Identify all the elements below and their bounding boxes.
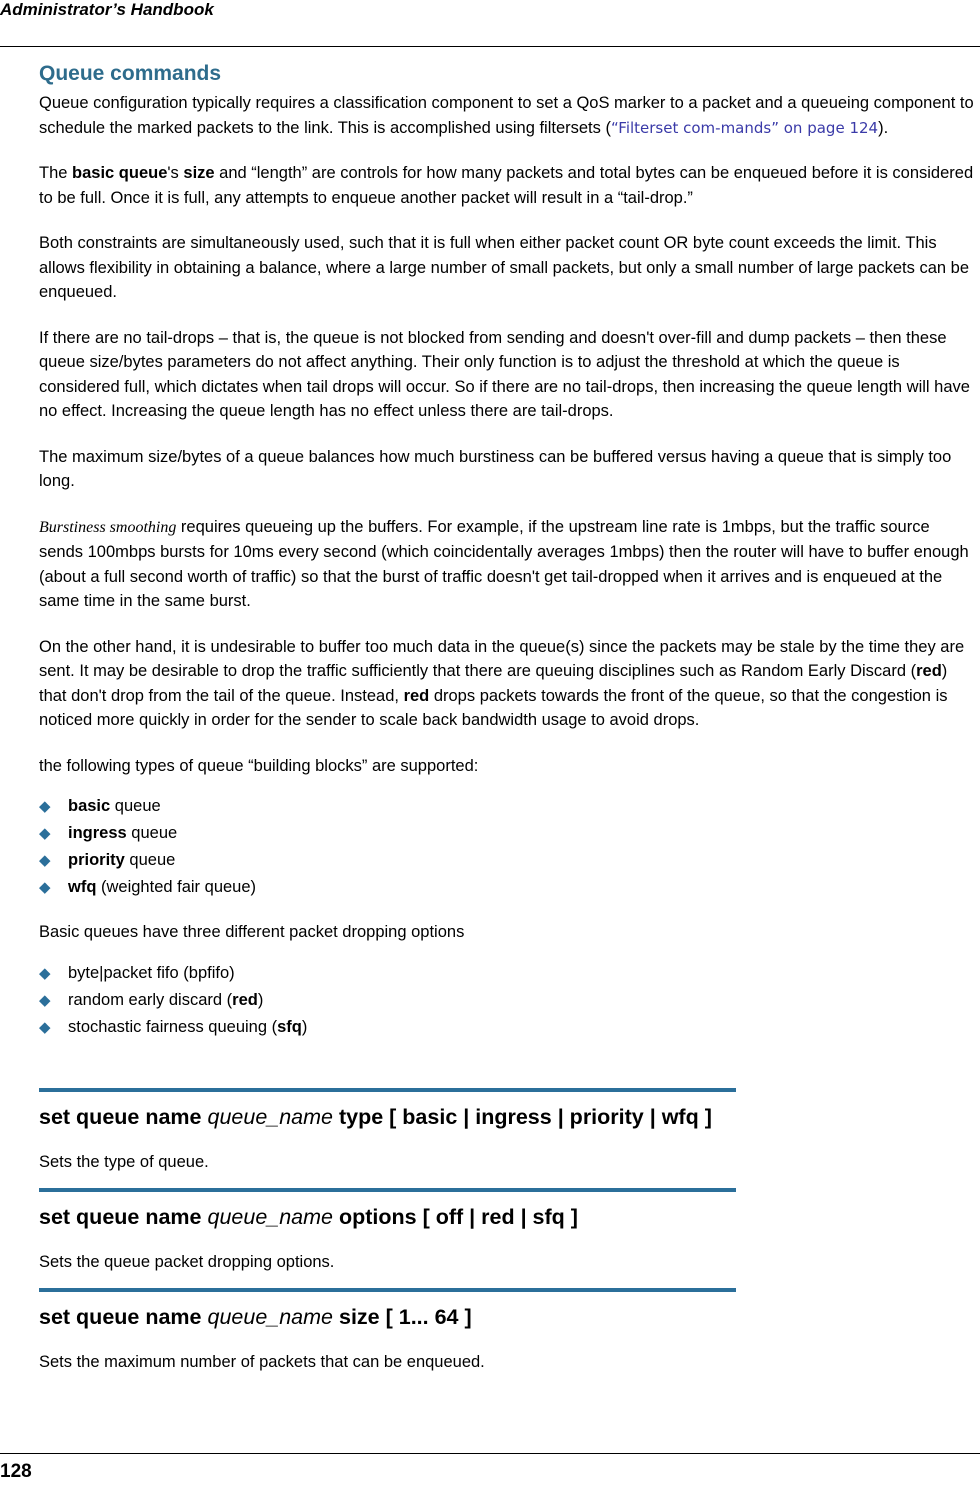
list-item: ◆ wfq (weighted fair queue) <box>39 874 975 901</box>
list-item: ◆ ingress queue <box>39 820 975 847</box>
section-title: Queue commands <box>39 62 222 85</box>
command-description: Sets the maximum number of packets that can be enqueued. <box>39 1352 485 1371</box>
running-header-title: Administrator’s Handbook <box>0 0 214 19</box>
diamond-bullet-icon: ◆ <box>39 798 51 815</box>
list-item: ◆ basic queue <box>39 793 975 820</box>
diamond-bullet-icon: ◆ <box>39 991 51 1009</box>
command-options <box>39 1188 736 1274</box>
diamond-bullet-icon: ◆ <box>39 1018 51 1036</box>
filterset-commands-link[interactable]: “Filterset com-mands” on page 124 <box>610 118 879 137</box>
footer-rule <box>0 1453 980 1454</box>
page-number: 128 <box>0 1461 32 1482</box>
diamond-bullet-icon: ◆ <box>39 852 51 869</box>
paragraph-max-size: The maximum size/bytes of a queue balances how much burstiness can be buffered versus having a queue that is simply too long. <box>39 447 952 490</box>
paragraph-constraints: Both constraints are simultaneously used, such that it is full when either packet count OR byte count exceeds the limit. This allows flexibility in obtaining a balance, where a large number of small packets, but only a small number of large packets can be enqueued. <box>39 234 969 301</box>
paragraph-dropping-options: Basic queues have three different packet dropping options <box>39 923 465 941</box>
page-content <box>39 62 975 1374</box>
command-rule <box>39 1088 736 1092</box>
paragraph-basic-queue-size: The basic queue's size and “length” are controls for how many packets and total bytes can be enqueued before it is considered to be full. Once it is full, any attempts to enqueue another packet will result in a “tail-drop.” <box>39 164 974 207</box>
diamond-bullet-icon: ◆ <box>39 964 51 982</box>
paragraph-red: On the other hand, it is undesirable to buffer too much data in the queue(s) since the packets may be stale by the time they are sent. It may be desirable to drop the traffic sufficiently that there are queuing disciplines such as Random Early Discard (red) that don't drop from the tail of the queue. Instead, red drops packets towards the front of the queue, so that the congestion is noticed more quickly in order for the sender to scale back bandwidth usage to avoid drops. <box>39 637 965 729</box>
list-item: ◆ random early discard (red) <box>39 987 975 1014</box>
building-blocks-list <box>39 793 975 901</box>
list-item: ◆ stochastic fairness queuing (sfq) <box>39 1014 975 1041</box>
dropping-options-list <box>39 960 975 1041</box>
command-syntax: set queue name queue_name options [ off | red | sfq ] <box>39 1204 578 1229</box>
command-description: Sets the queue packet dropping options. <box>39 1252 335 1271</box>
command-type <box>39 1088 736 1174</box>
command-description: Sets the type of queue. <box>39 1152 209 1171</box>
list-item: ◆ priority queue <box>39 847 975 874</box>
paragraph-burstiness: Burstiness smoothing requires queueing up the buffers. For example, if the upstream line rate is 1mbps, but the traffic source sends 100mbps bursts for 10ms every second (which coincidentally averages 1mbps) then the router will have to buffer enough (about a full second worth of traffic) so that the burst of traffic doesn't get tail-dropped when it arrives and is enqueued at the same time in the same burst. <box>39 517 969 610</box>
paragraph-intro: Queue configuration typically requires a classification component to set a QoS marker to a packet and a queueing component to schedule the marked packets to the link. This is accomplished using filtersets (“Filterset com-mands” on page 124). <box>39 94 974 137</box>
paragraph-tail-drops: If there are no tail-drops – that is, the queue is not blocked from sending and doesn't over-fill and dump packets – then these queue size/bytes parameters do not affect anything. Their only function is to adjust the threshold at which the queue is considered full, which dictates when tail drops will occur. So if there are no tail-drops, then increasing the queue length will have no effect. Increasing the queue length has no effect unless there are tail-drops. <box>39 328 970 420</box>
command-syntax: set queue name queue_name type [ basic | ingress | priority | wfq ] <box>39 1104 712 1129</box>
diamond-bullet-icon: ◆ <box>39 825 51 842</box>
command-rule <box>39 1288 736 1292</box>
paragraph-building-blocks-intro: the following types of queue “building blocks” are supported: <box>39 756 479 775</box>
command-rule <box>39 1188 736 1192</box>
command-size <box>39 1288 736 1374</box>
header-rule <box>0 46 980 47</box>
list-item: ◆ byte|packet fifo (bpfifo) <box>39 960 975 987</box>
diamond-bullet-icon: ◆ <box>39 879 51 896</box>
command-syntax: set queue name queue_name size [ 1... 64 ] <box>39 1304 472 1329</box>
